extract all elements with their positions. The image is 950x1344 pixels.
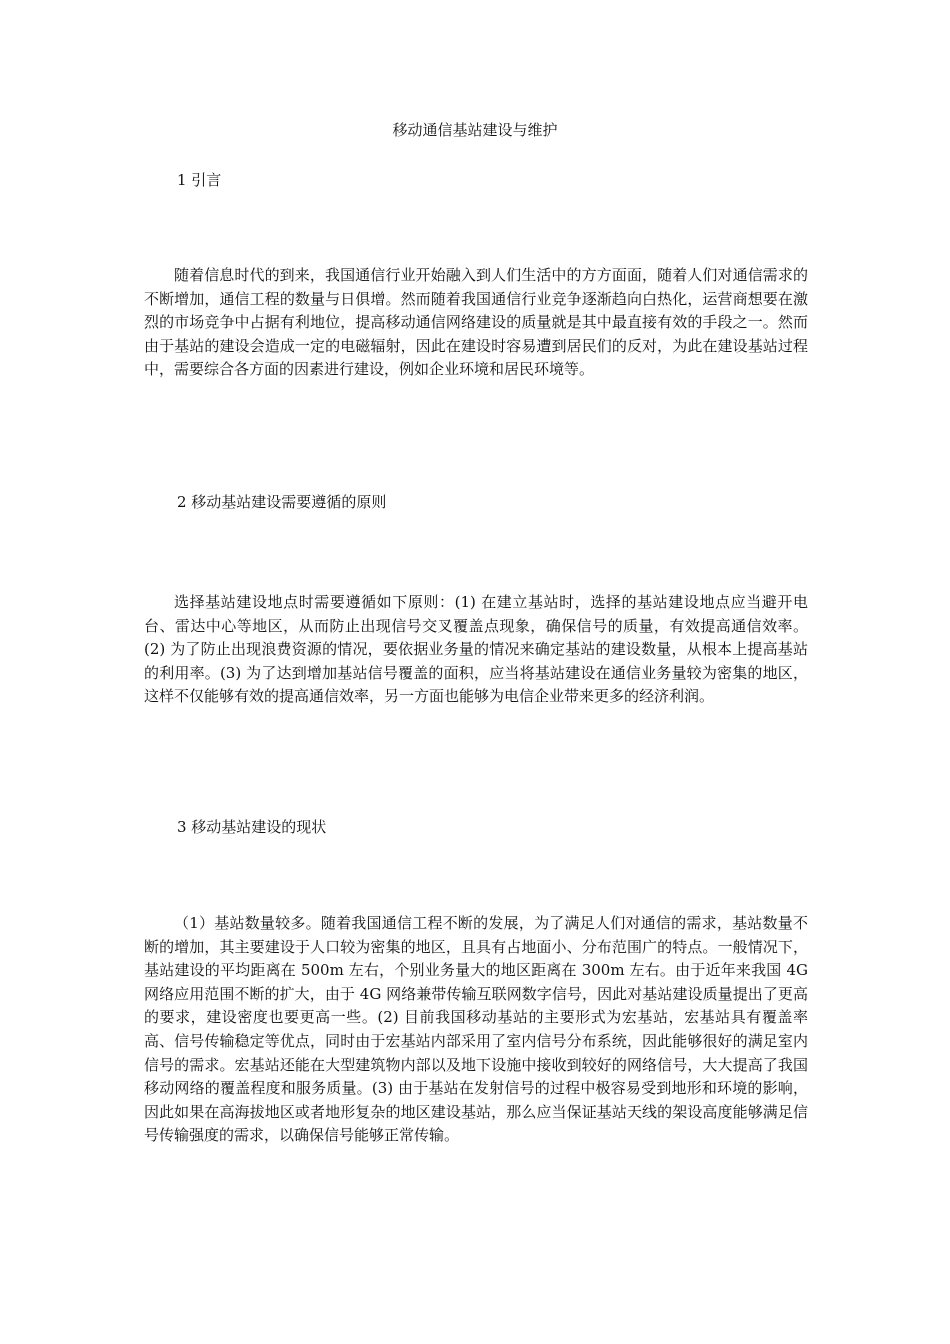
section-paragraph-status: （1）基站数量较多。随着我国通信工程不断的发展，为了满足人们对通信的需求，基站数量不断的增加，其主要建设于人口较为密集的地区，且具有占地面小、分布范围广的特点。一般情况下，基站建设的平均距离在 500m 左右，个别业务量大的地区距离在 300m 左右。由于近年来我国 4G 网络应用范围不断的扩大，由于 4G 网络兼带传输互联网数字信号，因此对基站建设质量提出了更高的要求，建设密度也要更高一些。(2) 目前我国移动基站的主要形式为宏基站，宏基站具有覆盖率高、信号传输稳定等优点，同时由于宏基站内部采用了室内信号分布系统，因此能够很好的满足室内信号的需求。宏基站还能在大型建筑物内部以及地下设施中接收到较好的网络信号，大大提高了我国移动网络的覆盖程度和服务质量。(3) 由于基站在发射信号的过程中极容易受到地形和环境的影响，因此如果在高海拔地区或者地形复杂的地区建设基站，那么应当保证基站天线的架设高度能够满足信号传输强度的需求，以确保信号能够正常传输。 (144, 914, 808, 1145)
section-paragraph-principles: 选择基站建设地点时需要遵循如下原则：(1) 在建立基站时，选择的基站建设地点应当避开电台、雷达中心等地区，从而防止出现信号交叉覆盖点现象，确保信号的质量，有效提高通信效率。(2) 为了防止出现浪费资源的情况，要依据业务量的情况来确定基站的建设数量，从根本上提高基站的利用率。(3) 为了达到增加基站信号覆盖的面积，应当将基站建设在通信业务量较为密集的地区，这样不仅能够有效的提高通信效率，另一方面也能够为电信企业带来更多的经济利润。 (144, 593, 808, 706)
section-heading-introduction: 1 引言 (177, 171, 222, 189)
document-title: 移动通信基站建设与维护 (392, 121, 558, 139)
section-heading-status: 3 移动基站建设的现状 (177, 818, 327, 836)
section-heading-principles: 2 移动基站建设需要遵循的原则 (177, 493, 387, 511)
section-paragraph-introduction: 随着信息时代的到来，我国通信行业开始融入到人们生活中的方方面面，随着人们对通信需求的不断增加，通信工程的数量与日俱增。然而随着我国通信行业竞争逐渐趋向白热化，运营商想要在激烈的市场竞争中占据有利地位，提高移动通信网络建设的质量就是其中最直接有效的手段之一。然而由于基站的建设会造成一定的电磁辐射，因此在建设时容易遭到居民们的反对，为此在建设基站过程中，需要综合各方面的因素进行建设，例如企业环境和居民环境等。 (144, 266, 808, 379)
